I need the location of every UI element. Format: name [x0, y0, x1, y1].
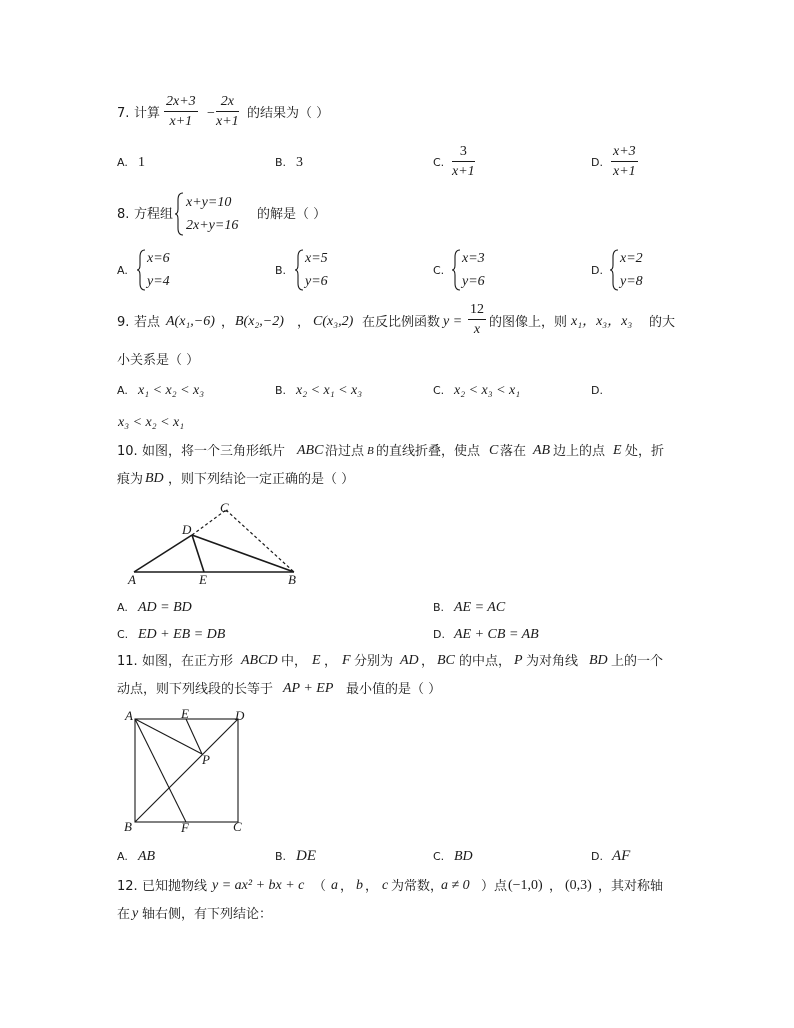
option-label: B. [275, 850, 287, 863]
vertex-label-a: A [128, 572, 136, 587]
question-text: 如图，将一个三角形纸片 [142, 444, 286, 459]
question-text: 的图像上，则 [489, 315, 568, 330]
option-label: D. [433, 628, 445, 641]
option-c: ED + EB = DB [138, 627, 226, 642]
question-text: 沿过点 [325, 444, 365, 459]
question-text: ，则下列结论一定正确的是（ ） [168, 472, 355, 487]
separator: ， [421, 654, 435, 669]
math-inline: b [356, 878, 363, 893]
question-number: 9. [117, 315, 130, 330]
question-text: 的直线折叠，使点 [376, 444, 481, 459]
question-text: 的大 [649, 315, 676, 330]
point-b: B(x₂,−2) [235, 314, 284, 329]
math-inline: BD [589, 653, 608, 668]
math-inline: y = ax² + bx + c [212, 878, 305, 893]
equation: y=6 [305, 274, 328, 289]
equation: x+y=10 [186, 195, 232, 210]
separator: ， [324, 654, 338, 669]
question-text: 已知抛物线 [142, 879, 208, 894]
option-label: A. [117, 264, 128, 277]
math-inline: AP + EP [283, 681, 334, 696]
option-label: A. [117, 384, 128, 397]
option-label: D. [591, 384, 603, 397]
math-inline: P [514, 653, 523, 668]
vertex-label-f: F [181, 820, 189, 835]
option-label: C. [433, 850, 445, 863]
brace-icon [136, 249, 146, 291]
math-inline: F [342, 653, 351, 668]
option-d: AF [612, 848, 631, 864]
square-figure [120, 705, 255, 837]
vertex-label-b: B [124, 819, 132, 834]
math-inline: ABCD [241, 653, 278, 668]
math-inline: a [331, 878, 338, 893]
equation: y=6 [462, 274, 485, 289]
option-b: x₂ < x₁ < x₃ [296, 383, 363, 398]
equation: y=4 [147, 274, 170, 289]
equation: x=3 [462, 251, 485, 266]
question-text: 计算 [134, 106, 161, 121]
option-label: A. [117, 156, 128, 169]
fraction: $\frac{2x}{x+1}$ [216, 94, 239, 129]
question-text: 最小值的是（ ） [346, 682, 442, 697]
question-text: ， [549, 879, 563, 894]
question-text: 为常数， [391, 879, 444, 894]
question-number: 7. [117, 106, 130, 121]
equation: x=6 [147, 251, 170, 266]
question-text: 的结果为（ ） [247, 106, 330, 121]
option-d: $\frac{x+3}{x+1}$ [613, 144, 636, 179]
equation: x=2 [620, 251, 643, 266]
option-c: $\frac{3}{x+1}$ [452, 144, 475, 179]
question-text: ，其对称轴 [598, 879, 664, 894]
option-label: C. [433, 156, 445, 169]
equation: x=5 [305, 251, 328, 266]
math-inline: AD [400, 653, 419, 668]
option-d: AE + CB = AB [454, 627, 539, 642]
math-inline: AB [533, 443, 551, 458]
question-text: 痕为 [117, 472, 144, 487]
vertex-label-p: P [202, 752, 210, 767]
option-label: B. [275, 264, 287, 277]
question-text: 方程组 [134, 207, 174, 222]
vertex-label-c: C [220, 500, 229, 515]
vertex-label-b: B [288, 572, 296, 587]
option-d: x₃ < x₂ < x₁ [118, 415, 185, 430]
question-text: 落在 [500, 444, 527, 459]
fraction: $\frac{2x+3}{x+1}$ [166, 94, 196, 129]
option-c: x₂ < x₃ < x₁ [454, 383, 521, 398]
option-a: AB [138, 849, 156, 864]
option-label: B. [275, 156, 287, 169]
option-a: 1 [138, 155, 145, 170]
math-inline: y [132, 906, 139, 921]
fraction: $\frac{12}{x}$ [470, 302, 484, 337]
question-text: 中， [281, 654, 308, 669]
question-number: 10. [117, 444, 138, 459]
separator: ， [365, 879, 379, 894]
question-text: 上的一个 [611, 654, 664, 669]
brace-icon [609, 249, 619, 291]
math-inline: c [382, 878, 389, 893]
minus-sign: − [207, 106, 215, 121]
vertex-label-e: E [199, 572, 207, 587]
equation: y=8 [620, 274, 643, 289]
option-a: x₁ < x₂ < x₃ [138, 383, 205, 398]
vertex-label-e: E [181, 706, 189, 721]
option-label: B. [433, 601, 445, 614]
separator: ， [221, 315, 235, 330]
option-label: C. [117, 628, 129, 641]
option-label: B. [275, 384, 287, 397]
option-label: D. [591, 264, 603, 277]
vertex-label-d: D [235, 708, 245, 723]
equation: 2x+y=16 [186, 218, 239, 233]
separator: ， [340, 879, 354, 894]
option-b: AE = AC [454, 600, 506, 615]
question-number: 8. [117, 207, 130, 222]
math-inline: C [489, 443, 499, 458]
point-a: A(x₁,−6) [166, 314, 215, 329]
question-text: 如图，在正方形 [142, 654, 234, 669]
question-text: （ [313, 879, 327, 894]
question-text: 动点，则下列线段的长等于 [117, 682, 274, 697]
option-b: 3 [296, 155, 303, 170]
math-inline: a ≠ 0 [441, 878, 470, 893]
option-label: C. [433, 264, 445, 277]
math-inline: BD [145, 471, 164, 486]
option-c: BD [454, 849, 473, 864]
question-text: 在反比例函数 [362, 315, 441, 330]
triangle-figure [120, 498, 310, 590]
brace-icon [451, 249, 461, 291]
math-inline: ABC [297, 443, 324, 458]
question-text: 轴右侧，有下列结论： [142, 907, 273, 922]
option-b: DE [296, 848, 316, 864]
question-text: 小关系是（ ） [117, 353, 200, 368]
question-text: 为对角线 [526, 654, 579, 669]
math-inline: (0,3) [565, 878, 592, 893]
question-text: 若点 [134, 315, 161, 330]
question-text: 处，折 [625, 444, 665, 459]
math-inline: E [312, 653, 321, 668]
option-label: C. [433, 384, 445, 397]
vertex-label-d: D [182, 522, 192, 537]
question-text: 的中点， [459, 654, 512, 669]
option-label: D. [591, 156, 603, 169]
question-text: ）点 [481, 879, 508, 894]
question-number: 11. [117, 654, 138, 669]
question-text: 分别为 [354, 654, 394, 669]
option-label: A. [117, 601, 128, 614]
vertex-label-c: C [233, 819, 242, 834]
vertex-label-a: A [125, 708, 133, 723]
brace-icon [294, 249, 304, 291]
math-inline: B [367, 445, 374, 457]
question-text: 的解是（ ） [257, 207, 327, 222]
question-text: 在 [117, 907, 131, 922]
math-inline: E [613, 443, 622, 458]
math-inline: BC [437, 653, 455, 668]
brace-icon [174, 192, 184, 236]
option-label: D. [591, 850, 603, 863]
option-a: AD = BD [138, 600, 192, 615]
question-number: 12. [117, 879, 138, 894]
variables: x₁，x₃，x₃ [571, 314, 633, 329]
option-label: A. [117, 850, 128, 863]
function-lhs: y = [443, 314, 463, 329]
math-inline: (−1,0) [508, 878, 543, 893]
separator: ， [297, 315, 311, 330]
point-c: C(x₃,2) [313, 314, 354, 329]
question-text: 边上的点 [553, 444, 606, 459]
